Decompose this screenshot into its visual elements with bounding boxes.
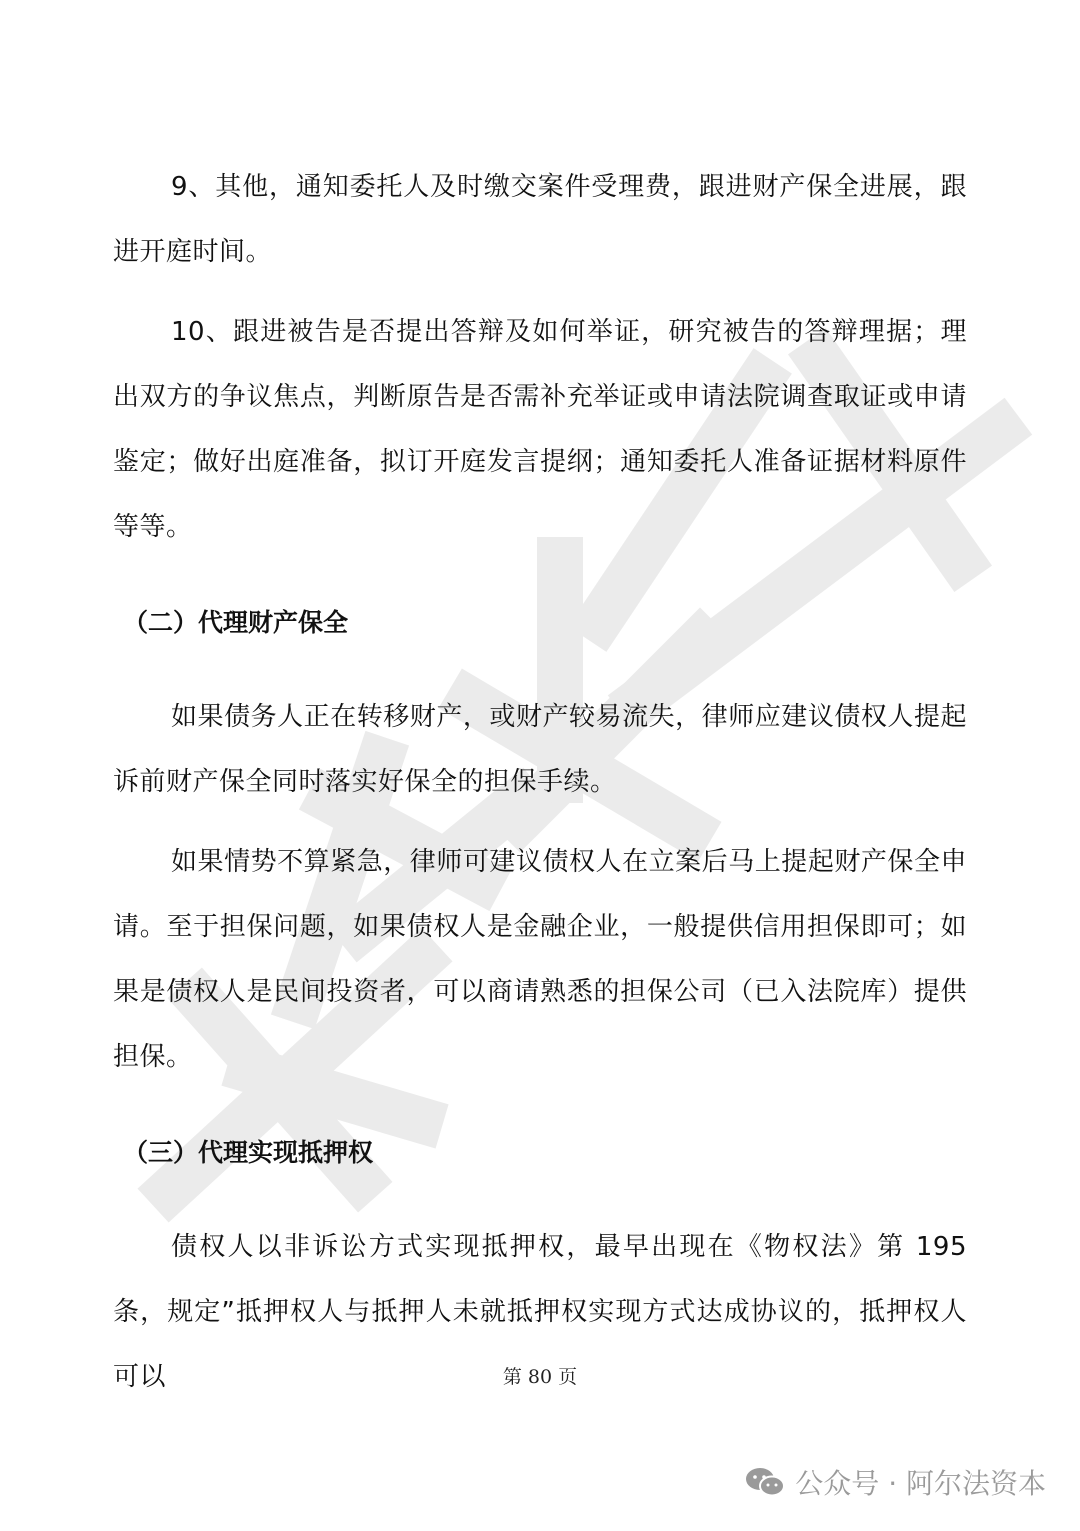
section-heading-asset-preservation: （二）代理财产保全 xyxy=(123,608,349,637)
paragraph-item-9: 9、其他，通知委托人及时缴交案件受理费，跟进财产保全进展，跟进开庭时间。 xyxy=(113,172,967,267)
brand-text: 公众号 · 阿尔法资本 xyxy=(795,1467,1046,1500)
page-number: 第 80 页 xyxy=(502,1366,578,1388)
section-heading-mortgage: （三）代理实现抵押权 xyxy=(123,1138,374,1167)
paragraph-item-10: 10、跟进被告是否提出答辩及如何举证，研究被告的答辩理据；理出双方的争议焦点，判断原告是否需补充举证或申请法院调查取证或申请鉴定；做好出庭准备，拟订开庭发言提纲；通知委托人准备证据材料原件等等。 xyxy=(113,317,967,542)
document-body xyxy=(113,155,967,1410)
paragraph-asset-preservation-2: 如果情势不算紧急，律师可建议债权人在立案后马上提起财产保全申请。至于担保问题，如果债权人是金融企业，一般提供信用担保即可；如果是债权人是民间投资者，可以商请熟悉的担保公司（已入法院库）提供担保。 xyxy=(113,847,967,1072)
wechat-icon xyxy=(745,1465,785,1499)
paragraph-mortgage: 债权人以非诉讼方式实现抵押权，最早出现在《物权法》第 195 条，规定”抵押权人与抵押人未就抵押权实现方式达成协议的，抵押权人可以 xyxy=(113,1232,967,1392)
paragraph-asset-preservation-1: 如果债务人正在转移财产，或财产较易流失，律师应建议债权人提起诉前财产保全同时落实好保全的担保手续。 xyxy=(113,702,967,797)
wechat-brand-label[interactable] xyxy=(745,1462,1046,1502)
